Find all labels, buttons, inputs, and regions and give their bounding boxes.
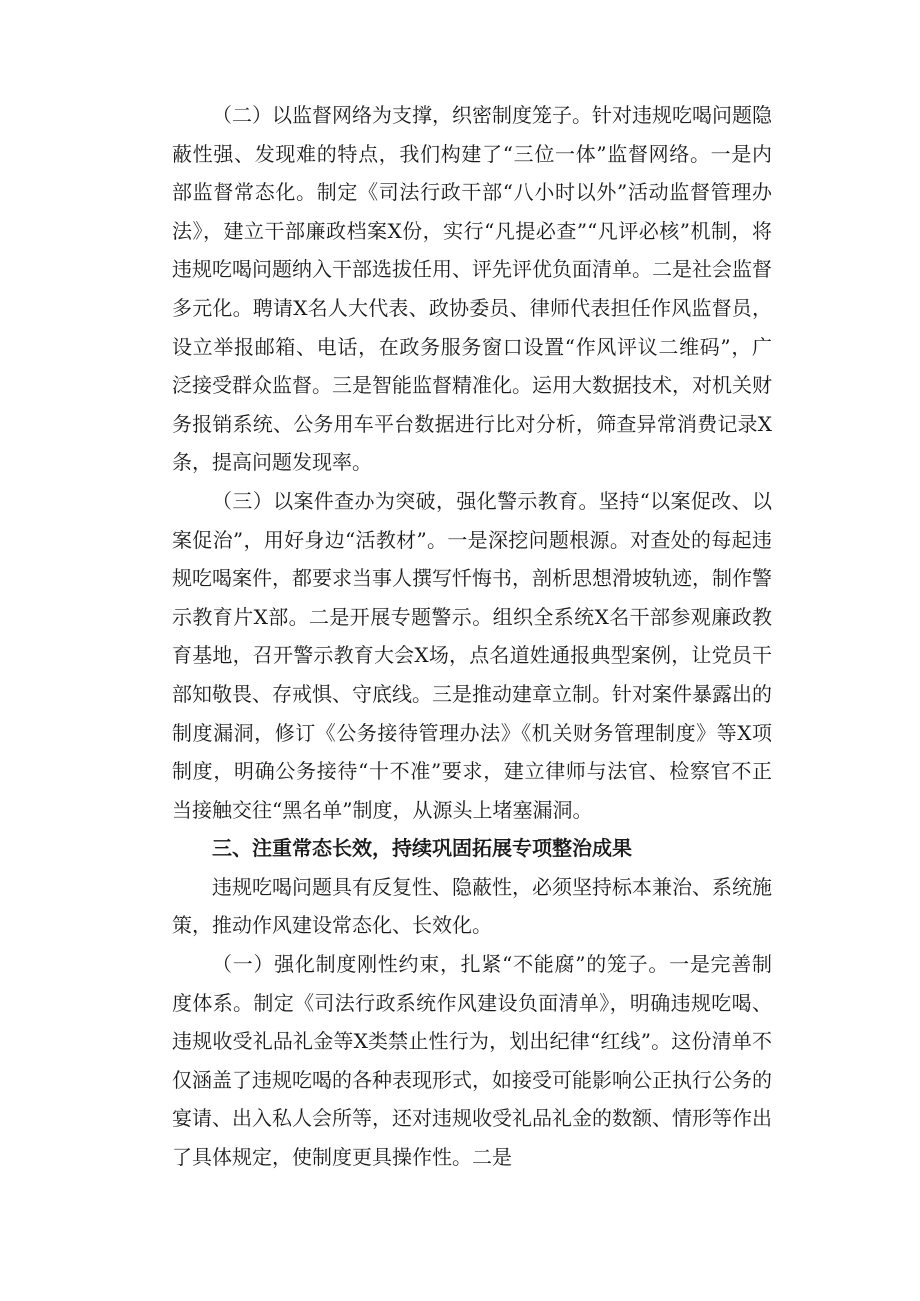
paragraph-case-investigation: （三）以案件查办为突破，强化警示教育。坚持“以案促改、以案促治”，用好身边“活教材”。一是深挖问题根源。对查处的每起违规吃喝案件，都要求当事人撰写忏悔书，剖析思想滑坡轨迹，制作警示教育片X部。二是开展专题警示。组织全系统X名干部参观廉政教育基地，召开警示教育大会X场，点名道姓通报典型案例，让党员干部知敬畏、存戒惧、守底线。三是推动建章立制。针对案件暴露出的制度漏洞，修订《公务接待管理办法》《机关财务管理制度》等X项制度，明确公务接待“十不准”要求，建立律师与法官、检察官不正当接触交往“黑名单”制度，从源头上堵塞漏洞。 xyxy=(172,488,772,822)
paragraph-institutional-constraint: （一）强化制度刚性约束，扎紧“不能腐”的笼子。一是完善制度体系。制定《司法行政系统作风建设负面清单》，明确违规吃喝、违规收受礼品礼金等X类禁止性行为，划出纪律“红线”。这份清单不仅涵盖了违规吃喝的各种表现形式，如接受可能影响公正执行公务的宴请、出入私人会所等，还对违规收受礼品礼金的数额、情形等作出了具体规定，使制度更具操作性。二是 xyxy=(172,952,772,1170)
paragraph-supervision-network: （二）以监督网络为支撑，织密制度笼子。针对违规吃喝问题隐蔽性强、发现难的特点，我们构建了“三位一体”监督网络。一是内部监督常态化。制定《司法行政干部“八小时以外”活动监督管理办法》，建立干部廉政档案X份，实行“凡提必查”“凡评必核”机制，将违规吃喝问题纳入干部选拔任用、评先评优负面清单。二是社会监督多元化。聘请X名人大代表、政协委员、律师代表担任作风监督员，设立举报邮箱、电话，在政务服务窗口设置“作风评议二维码”，广泛接受群众监督。三是智能监督精准化。运用大数据技术，对机关财务报销系统、公务用车平台数据进行比对分析，筛查异常消费记录X条，提高问题发现率。 xyxy=(172,103,772,475)
document-body xyxy=(172,96,772,1177)
paragraph-section-intro: 违规吃喝问题具有反复性、隐蔽性，必须坚持标本兼治、系统施策，推动作风建设常态化、长效化。 xyxy=(172,874,772,938)
section-heading-three: 三、注重常态长效，持续巩固拓展专项整治成果 xyxy=(212,836,632,861)
